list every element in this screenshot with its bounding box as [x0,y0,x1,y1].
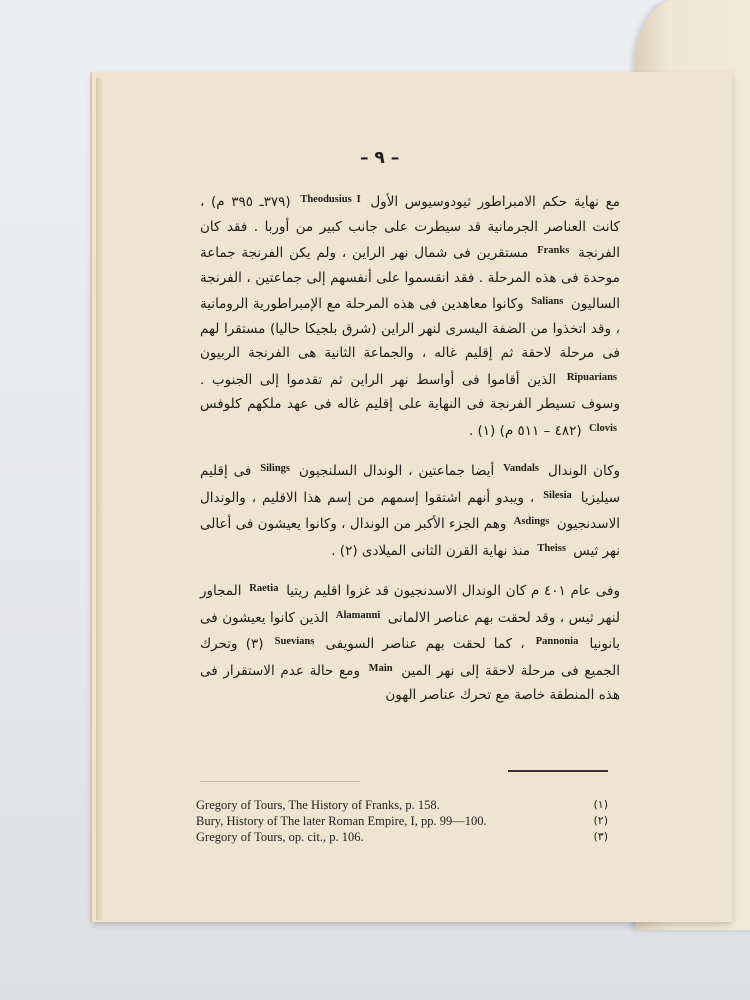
footnote-text: Gregory of Tours, op. cit., p. 106. [196,830,364,844]
latin-term: Salians [531,296,564,307]
arabic-text: فى إقليم سيليزيا [200,463,621,506]
faint-rule [200,781,360,782]
latin-term: Pannonia [535,636,579,647]
latin-term: Vandals [503,463,540,474]
footnote-divider [508,770,608,772]
latin-term: Clovis [588,422,617,434]
latin-term: Theiss [537,542,566,554]
latin-term: Raetia [249,583,279,594]
latin-term: Main [368,662,393,674]
arabic-text: ، ويبدو أنهم اشتقوا إسمهم من إسم هذا الاقليم ، والوندال الاسدنجيون [200,489,621,532]
footnote-number: (١) [593,798,608,811]
latin-term: Ripuarians [566,371,617,383]
page-number: – ٩ – [360,148,400,168]
footnote-number: (٢) [593,814,608,827]
arabic-text: وكان الوندال [547,463,621,479]
arabic-text: وهم الجزء الأكبر من الوندال ، وكانوا يعيشون فى أعالى نهر ثيس [200,516,620,559]
arabic-text: المجاور لنهر ثيس ، وقد لحقت بهم عناصر الالمانى [200,583,620,626]
footnote [196,797,616,813]
latin-term: Theodusius I [300,194,361,205]
main-text [200,188,620,722]
footnotes [196,797,616,845]
latin-term: Franks [537,245,570,256]
arabic-text: (٣) وتحرك الجميع فى مرحلة لاحقة إلى نهر المين [200,636,621,679]
arabic-text: أيضا جماعتين ، الوندال السلنجيون [298,463,495,479]
footnote [196,813,616,829]
latin-term: Silesia [543,489,572,501]
latin-term: Silings [260,463,291,474]
arabic-text: وكانوا معاهدين فى هذه المرحلة مع الإمبراطورية الرومانية ، وقد اتخذوا من الضفة اليسرى لنهر الراين (شرق بلجيكا حاليا) مستقرا لهم فى مرحلة لاحقة ثم إقليم غاله ، والجماعة الثانية هى الفرنجة الربيون [200,296,620,361]
arabic-text: (٣٧٩ـ ٣٩٥ م) ، كانت العناصر الجرمانية قد سيطرت على جانب كبير من أوربا . فقد كان الفرنجة [200,194,620,261]
paragraph [200,577,620,708]
footnote-text: Bury, History of The later Roman Empire, I, pp. 99—100. [196,814,487,828]
latin-term: Alamanni [335,609,381,621]
latin-term: Suevians [274,636,315,647]
arabic-text: الذين أقاموا فى أواسط نهر الراين ثم تقدموا إلى الجنوب . وسوف تسيطر الفرنجة فى النهاية على إقليم غاله فى عهد ملكهم كلوفس [200,371,620,412]
footnote-text: Gregory of Tours, The History of Franks, p. 158. [196,798,440,812]
arabic-text: منذ نهاية القرن الثانى الميلادى (٢) . [331,542,531,559]
arabic-text: الذين كانوا يعيشون فى بانونيا [200,609,621,652]
arabic-text: وفى عام ٤٠١ م كان الوندال الاسدنجيون قد غزوا اقليم ريتيا [286,583,620,599]
footnote [196,829,616,845]
arabic-text: ، كما لحقت بهم عناصر السويفى [325,636,525,652]
page-edge [96,78,104,920]
footnote-number: (٣) [593,830,608,843]
arabic-text: مع نهاية حكم الامبراطور ثيودوسيوس الأول [370,194,620,210]
arabic-text: مستقرين فى شمال نهر الراين ، ولم يكن الفرنجة جماعة موحدة فى هذه المرحلة . فقد انقسموا على أنفسهم إلى جماعتين ، الفرنجة الساليون [200,245,620,312]
arabic-text: (٤٨٢ – ٥١١ م) (١) . [468,422,582,439]
paragraph [200,457,620,563]
arabic-text: ومع حالة عدم الاستقرار فى هذه المنطقة خاصة مع تحرك عناصر الهون [200,662,620,703]
latin-term: Asdings [513,516,550,527]
paragraph [200,188,620,443]
